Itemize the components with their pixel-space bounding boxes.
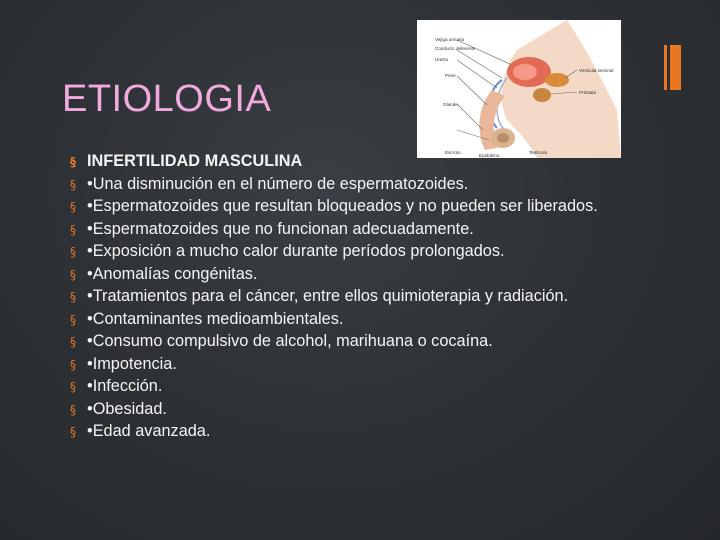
bullet-list — [70, 150, 670, 443]
bullet-text: •Edad avanzada. — [87, 422, 211, 440]
bullet-item — [70, 353, 670, 376]
bullet-marker-icon: § — [70, 245, 76, 259]
bullet-text: •Una disminución en el número de espermatozoides. — [87, 174, 469, 193]
bullet-text: •Anomalías congénitas. — [87, 264, 258, 283]
bullet-text: •Exposición a mucho calor durante períodos prolongados. — [87, 242, 505, 260]
label-glande: Glande — [443, 102, 458, 107]
accent-bar-thin — [664, 45, 667, 90]
bullet-item — [70, 263, 670, 286]
bullet-marker-icon: § — [70, 222, 76, 237]
label-escroto: Escroto — [445, 150, 461, 155]
label-vesicula: Vesícula seminal — [579, 68, 614, 73]
bullet-marker-icon: § — [70, 155, 76, 169]
label-conducto: Conducto deferente — [435, 46, 476, 51]
bullet-item — [70, 240, 670, 263]
label-testiculo: Testículo — [529, 150, 548, 155]
bullet-marker-icon: § — [70, 335, 76, 349]
bullet-item — [70, 330, 670, 353]
bullet-text: •Tratamientos para el cáncer, entre ellos quimioterapia y radiación. — [87, 287, 569, 305]
label-pene: Pene — [445, 73, 456, 78]
slide-title: ETIOLOGIA — [62, 78, 272, 120]
label-vejiga: Vejiga urinaria — [435, 37, 465, 42]
bullet-item — [70, 285, 670, 308]
bullet-marker-icon: § — [70, 425, 76, 439]
bullet-marker-icon: § — [70, 267, 76, 282]
label-epididimo: Epidídimo — [479, 153, 500, 158]
bullet-marker-icon: § — [70, 177, 76, 192]
bullet-text: INFERTILIDAD MASCULINA — [87, 152, 303, 170]
bullet-text: •Impotencia. — [87, 354, 177, 373]
bullet-marker-icon: § — [70, 357, 76, 372]
label-prostata: Próstata — [579, 90, 597, 95]
bullet-text: •Espermatozoides que no funcionan adecuadamente. — [87, 219, 474, 238]
bullet-item — [70, 308, 670, 331]
bullet-text: •Obesidad. — [87, 399, 167, 418]
bullet-text: •Contaminantes medioambientales. — [87, 309, 344, 328]
bullet-marker-icon: § — [70, 380, 76, 394]
label-uretra: Uretra — [435, 57, 448, 62]
anatomy-illustration — [417, 20, 621, 158]
bullet-text: •Consumo compulsivo de alcohol, marihuana o cocaína. — [87, 332, 493, 350]
bullet-marker-icon: § — [70, 200, 76, 214]
bullet-marker-icon: § — [70, 402, 76, 417]
bullet-item — [70, 398, 670, 421]
bullet-marker-icon: § — [70, 312, 76, 327]
bullet-heading — [70, 150, 670, 173]
bullet-text: •Espermatozoides que resultan bloqueados y no pueden ser liberados. — [87, 197, 598, 215]
bullet-text: •Infección. — [87, 377, 163, 395]
bullet-item — [70, 375, 670, 398]
bullet-marker-icon: § — [70, 290, 76, 304]
bullet-item — [70, 420, 670, 443]
bullet-item — [70, 195, 670, 218]
bullet-item — [70, 173, 670, 196]
accent-bar-thick — [670, 45, 681, 90]
bullet-item — [70, 218, 670, 241]
